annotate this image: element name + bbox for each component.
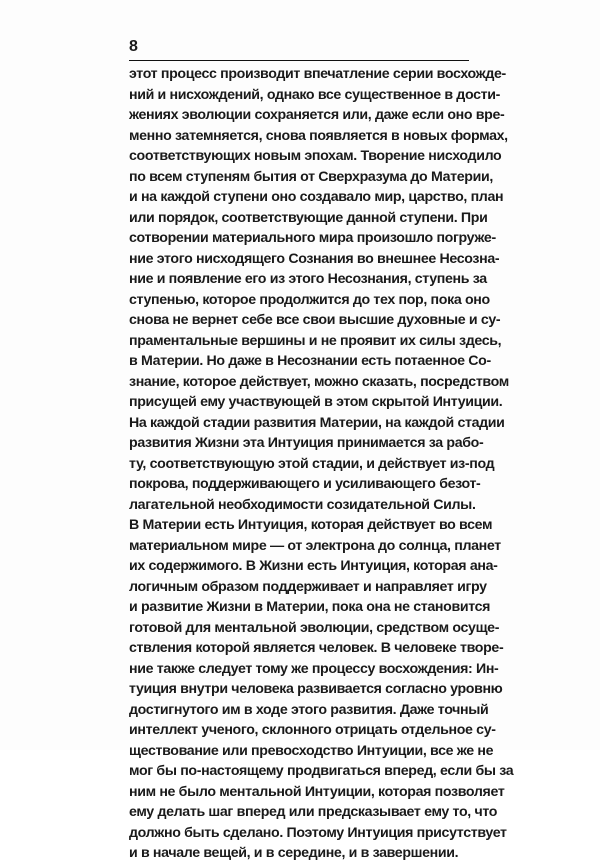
text-line: покрова, поддерживающего и усиливающего безот- [129, 476, 481, 492]
text-line: На каждой стадии развития Материи, на каждой стадии [129, 414, 505, 431]
text-line: и развитие Жизни в Материи, пока она не становится [129, 599, 491, 615]
text-line: лагательной необходимости созидательной Силы. [129, 496, 476, 513]
text-line: ступенью, которое продолжится до тех пор, пока оно [129, 291, 490, 308]
text-line: и на каждой ступени оно создавало мир, царство, план [129, 189, 504, 205]
text-line: материальном мире — от электрона до солнца, планет [129, 537, 501, 554]
text-line: соответствующих новым эпохам. Творение нисходило [129, 148, 502, 164]
text-line: готовой для ментальной эволюции, средством осуще- [129, 619, 500, 636]
text-line: жениях эволюции сохраняется или, даже если оно вре- [129, 107, 505, 123]
text-line: ту, соответствующую этой стадии, и действует из-под [129, 455, 495, 472]
text-line: этот процесс производит впечатление серии восхожде- [129, 66, 506, 82]
text-line: мог бы по-настоящему продвигаться вперед, если бы за [129, 763, 514, 779]
text-line: знание, которое действует, можно сказать, посредством [129, 373, 509, 390]
body-text [129, 64, 514, 864]
text-line: ему делать шаг вперед или предсказывает ему то, что [129, 804, 498, 820]
text-line: по всем ступеням бытия от Сверхразума до Материи, [129, 168, 493, 185]
text-line: сотворении материального мира произошло погруже- [129, 230, 496, 246]
text-line: логичным образом поддерживает и направляет игру [129, 578, 487, 595]
text-line: присущей ему участвующей в этом скрытой Интуиции. [129, 394, 503, 410]
header-rule [129, 60, 469, 61]
text-line: их содержимого. В Жизни есть Интуиция, которая ана- [129, 558, 498, 574]
text-line: достигнутого им в ходе этого развития. Даже точный [129, 701, 489, 718]
text-line: туиция внутри человека развивается согласно уровню [129, 681, 503, 697]
text-line: В Материи есть Интуиция, которая действует во всем [129, 517, 493, 533]
page-number: 8 [129, 38, 138, 55]
text-line: менно затемняется, снова появляется в новых формах, [129, 127, 508, 144]
text-line: ние также следует тому же процессу восхождения: Ин- [129, 660, 499, 677]
text-line: ществование или превосходство Интуиции, все же не [129, 742, 494, 759]
text-line: или порядок, соответствующие данной ступени. При [129, 209, 488, 226]
text-line: ним не было ментальной Интуиции, которая позволяет [129, 783, 505, 800]
text-line: праментальные вершины и не проявит их силы здесь, [129, 332, 502, 349]
text-line: интеллект ученого, склонного отрицать отдельное су- [129, 722, 496, 738]
text-line: развития Жизни эта Интуиция принимается за рабо- [129, 435, 484, 451]
text-line: ний и нисхождений, однако все существенное в дости- [129, 86, 500, 103]
text-line: ствления которой является человек. В человеке творе- [129, 640, 504, 656]
text-line: ние этого нисходящего Сознания во внешнее Несозна- [129, 250, 500, 267]
text-line: в Материи. Но даже в Несознании есть потаенное Со- [129, 353, 491, 369]
text-line: ние и появление его из этого Несознания, ступень за [129, 271, 487, 287]
text-line: снова не вернет себе все свои высшие духовные и су- [129, 312, 501, 328]
text-line: должно быть сделано. Поэтому Интуиция присутствует [129, 824, 507, 841]
text-line: и в начале вещей, и в середине, и в завершении. [129, 845, 459, 861]
